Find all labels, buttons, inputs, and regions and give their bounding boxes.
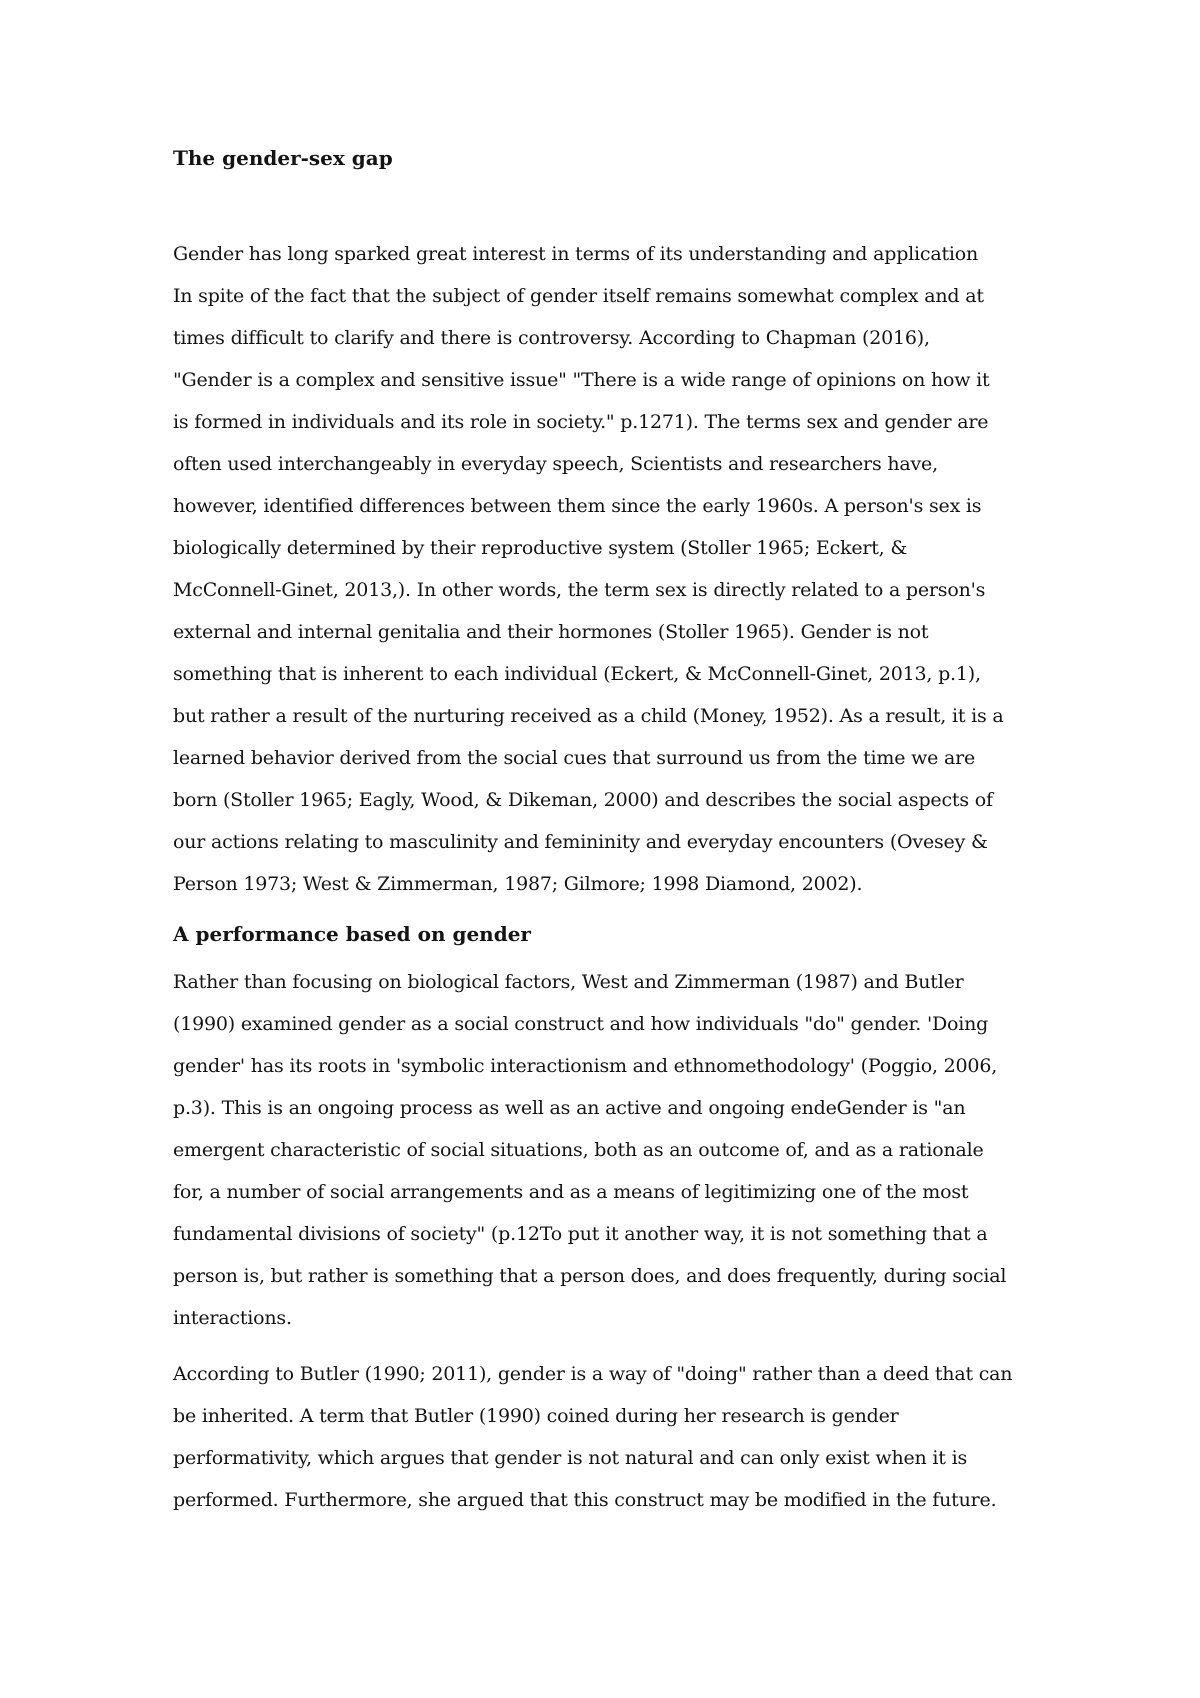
- text-line: however, identified differences between them since the early 1960s. A person's sex is: [173, 495, 982, 517]
- text-line: external and internal genitalia and their hormones (Stoller 1965). Gender is not: [173, 621, 929, 643]
- text-line: but rather a result of the nurturing received as a child (Money, 1952). As a result, it is a: [173, 705, 1004, 727]
- text-line: performativity, which argues that gender is not natural and can only exist when it is: [173, 1447, 967, 1469]
- section-title: A performance based on gender: [173, 922, 531, 946]
- text-line: (1990) examined gender as a social construct and how individuals "do" gender. 'Doing: [173, 1013, 989, 1035]
- text-line: learned behavior derived from the social cues that surround us from the time we are: [173, 747, 976, 769]
- text-line: something that is inherent to each individual (Eckert, & McConnell-Ginet, 2013, p.1),: [173, 663, 981, 685]
- document-content: [173, 143, 1043, 1521]
- text-line: often used interchangeably in everyday speech, Scientists and researchers have,: [173, 453, 938, 475]
- text-line: performed. Furthermore, she argued that this construct may be modified in the future.: [173, 1489, 997, 1511]
- text-line: for, a number of social arrangements and as a means of legitimizing one of the most: [173, 1181, 969, 1203]
- section-title: The gender-sex gap: [173, 146, 393, 170]
- text-line: gender' has its roots in 'symbolic interactionism and ethnomethodology' (Poggio, 2006,: [173, 1055, 998, 1077]
- text-line: Person 1973; West & Zimmerman, 1987; Gilmore; 1998 Diamond, 2002).: [173, 873, 863, 895]
- text-line: Gender has long sparked great interest in terms of its understanding and application: [173, 243, 979, 265]
- body-paragraph: [173, 233, 1043, 905]
- text-line: "Gender is a complex and sensitive issue" "There is a wide range of opinions on how it: [173, 369, 990, 391]
- text-line: born (Stoller 1965; Eagly, Wood, & Dikeman, 2000) and describes the social aspects of: [173, 789, 993, 811]
- text-line: In spite of the fact that the subject of gender itself remains somewhat complex and at: [173, 285, 984, 307]
- text-line: be inherited. A term that Butler (1990) coined during her research is gender: [173, 1405, 899, 1427]
- text-line: According to Butler (1990; 2011), gender is a way of "doing" rather than a deed that can: [173, 1363, 1013, 1385]
- text-line: times difficult to clarify and there is controversy. According to Chapman (2016),: [173, 327, 930, 349]
- text-line: person is, but rather is something that a person does, and does frequently, during social: [173, 1265, 1007, 1287]
- text-line: Rather than focusing on biological factors, West and Zimmerman (1987) and Butler: [173, 971, 964, 993]
- body-paragraph: [173, 961, 1043, 1339]
- text-line: emergent characteristic of social situations, both as an outcome of, and as a rationale: [173, 1139, 984, 1161]
- text-line: fundamental divisions of society" (p.12To put it another way, it is not something that a: [173, 1223, 988, 1245]
- text-line: p.3). This is an ongoing process as well as an active and ongoing endeGender is "an: [173, 1097, 966, 1119]
- text-line: McConnell-Ginet, 2013,). In other words, the term sex is directly related to a person's: [173, 579, 986, 601]
- body-paragraph: [173, 1353, 1043, 1521]
- text-line: is formed in individuals and its role in society." p.1271). The terms sex and gender are: [173, 411, 989, 433]
- text-line: interactions.: [173, 1307, 292, 1329]
- text-line: our actions relating to masculinity and femininity and everyday encounters (Ovesey &: [173, 831, 988, 853]
- text-line: biologically determined by their reproductive system (Stoller 1965; Eckert, &: [173, 537, 908, 559]
